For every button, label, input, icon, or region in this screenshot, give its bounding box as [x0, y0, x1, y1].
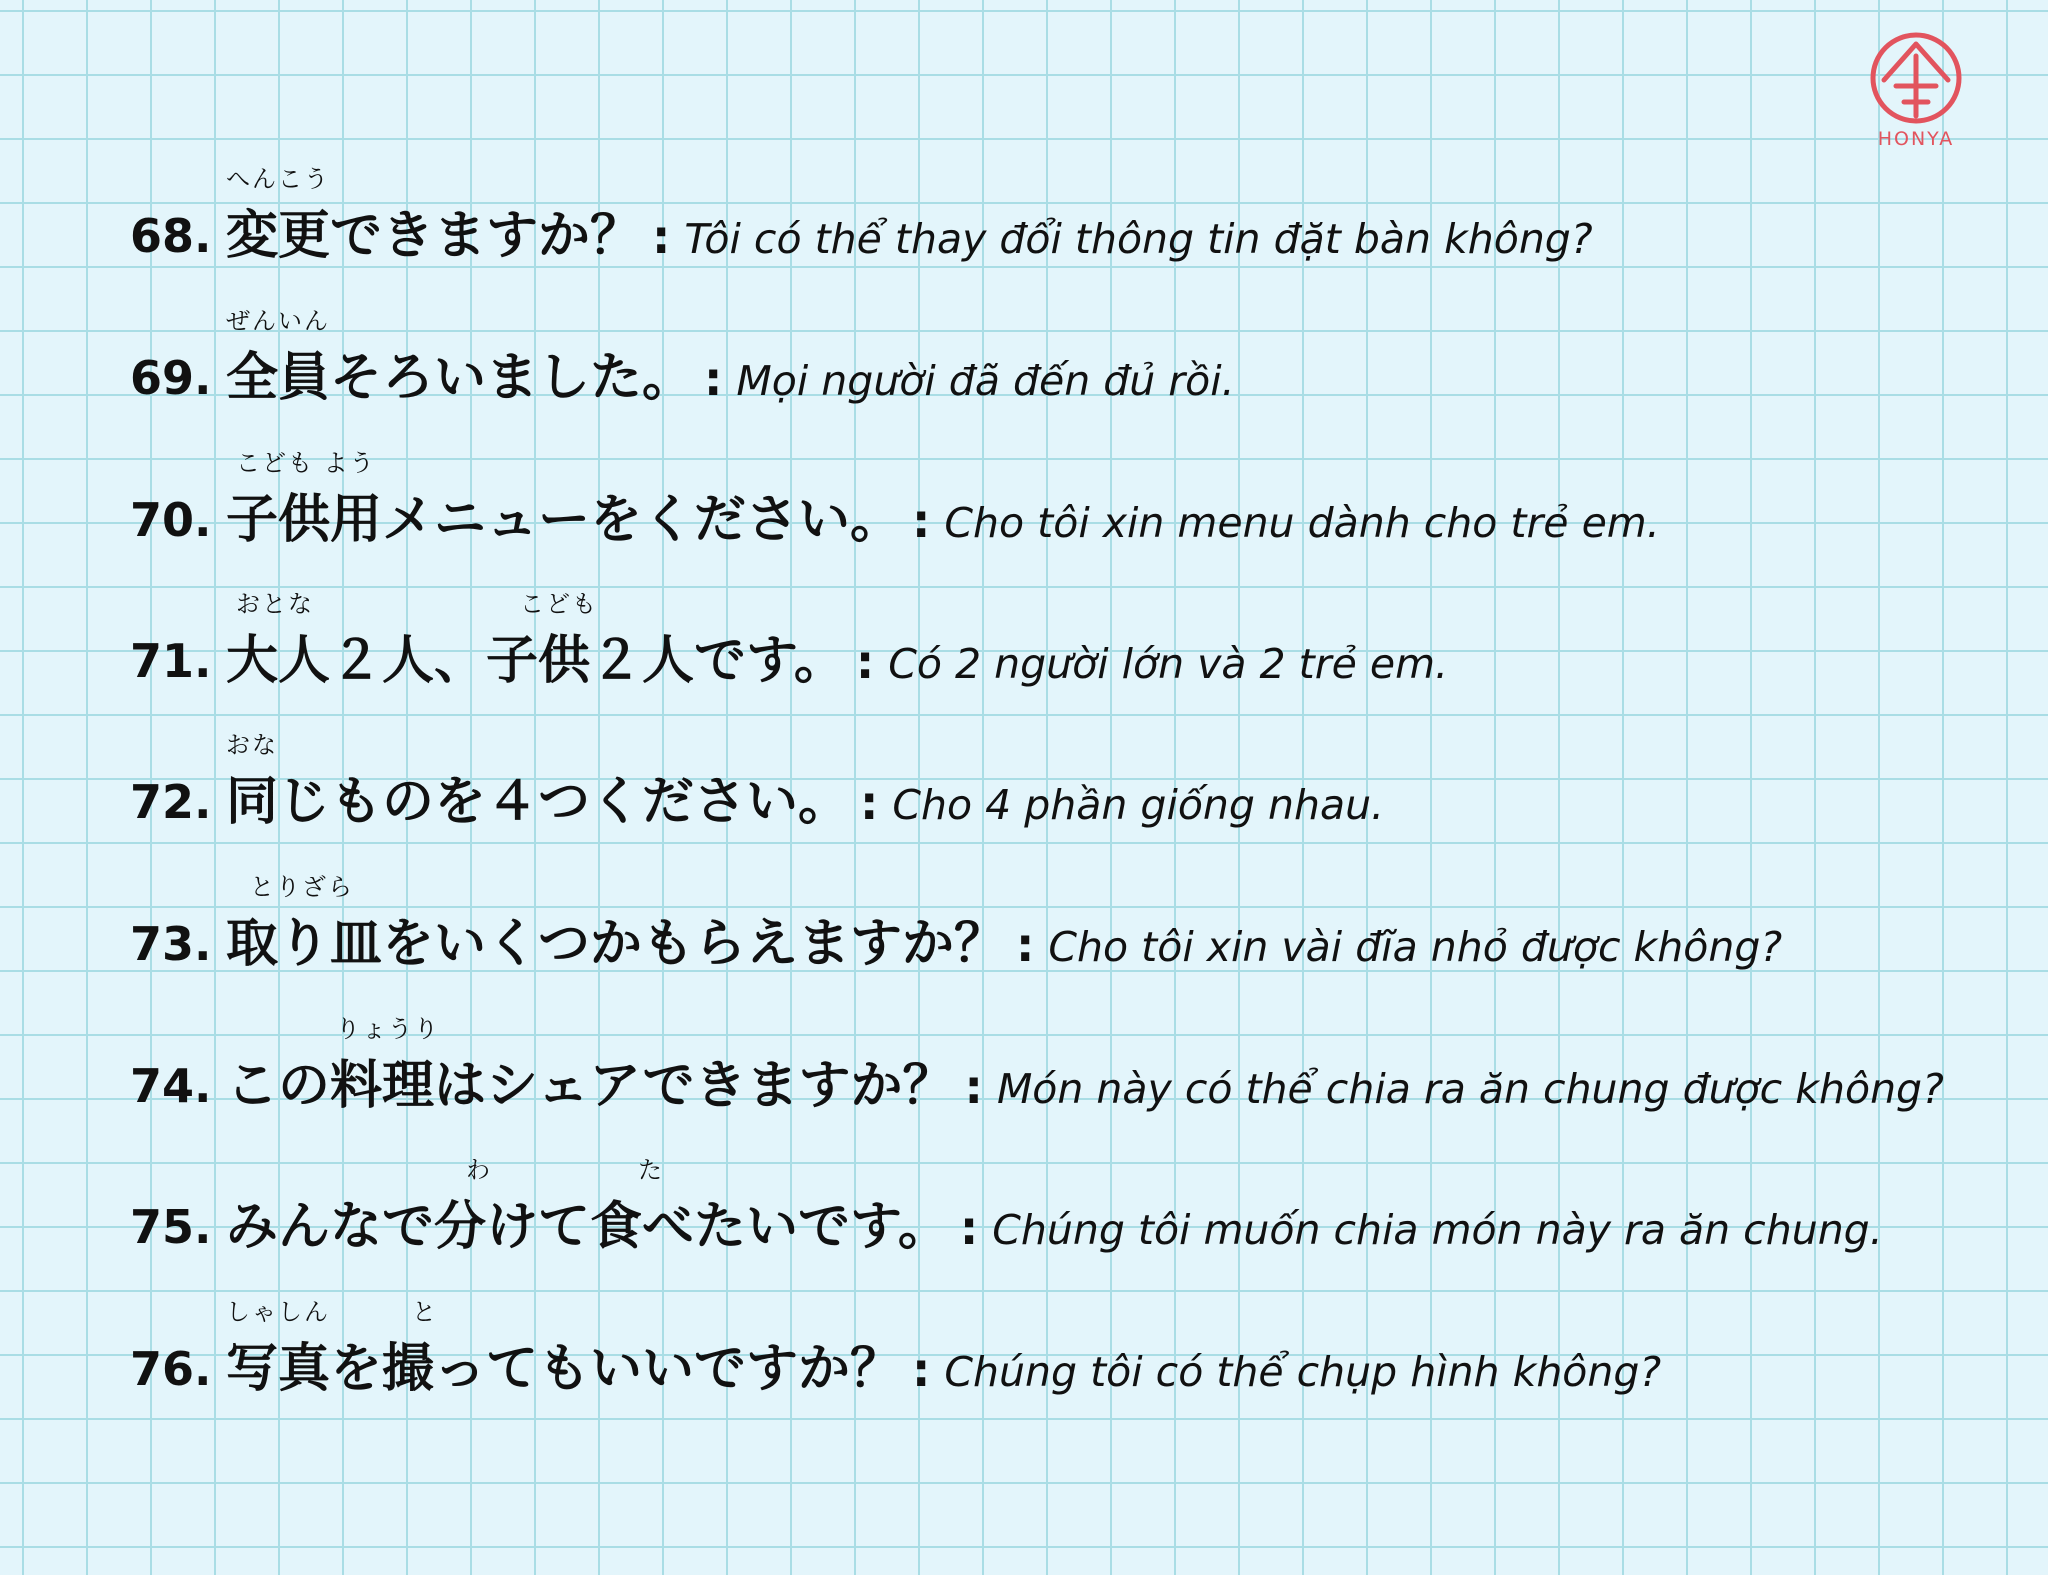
- phrase-line: [226, 490, 1660, 553]
- furigana: おな: [226, 731, 278, 759]
- furigana: おとな: [236, 590, 314, 618]
- phrase-number: 76.: [130, 1342, 212, 1396]
- phrase-number: 73.: [130, 917, 212, 971]
- vietnamese-translation: Chúng tôi muốn chia món này ra ăn chung.: [992, 1206, 1883, 1254]
- furigana: こども よう: [236, 449, 376, 477]
- japanese-phrase: 子供用メニューをください。: [226, 490, 903, 550]
- separator-colon: :: [964, 1060, 983, 1114]
- vietnamese-translation: Món này có thể chia ra ăn chung được không?: [996, 1065, 1944, 1113]
- separator-colon: :: [652, 210, 671, 264]
- phrase-row: [0, 430, 2048, 560]
- phrase-line: [226, 1056, 1944, 1119]
- phrase-number: 71.: [130, 634, 212, 688]
- furigana: こども: [520, 590, 598, 618]
- japanese-phrase: 変更できますか？: [226, 206, 643, 266]
- phrase-row: [0, 996, 2048, 1126]
- phrase-line: [226, 772, 1384, 835]
- phrase-line: [226, 631, 1448, 694]
- phrase-line: [226, 1339, 1661, 1402]
- phrase-row: [0, 1279, 2048, 1409]
- japanese-phrase: 取り皿をいくつかもらえますか？: [226, 914, 1007, 974]
- phrase-number: 70.: [130, 493, 212, 547]
- vietnamese-translation: Cho 4 phần giống nhau.: [892, 781, 1385, 829]
- phrase-row: [0, 712, 2048, 842]
- vietnamese-translation: Tôi có thể thay đổi thông tin đặt bàn không?: [684, 215, 1593, 263]
- separator-colon: :: [959, 1201, 979, 1255]
- phrase-number: 72.: [130, 775, 212, 829]
- japanese-phrase: みんなで分けて食べたいです。: [226, 1197, 950, 1257]
- separator-colon: :: [855, 635, 875, 689]
- furigana: た: [638, 1156, 664, 1184]
- furigana: と: [412, 1298, 438, 1326]
- separator-colon: :: [860, 776, 879, 830]
- phrase-row: [0, 854, 2048, 984]
- separator-colon: :: [912, 1343, 931, 1397]
- phrase-row: [0, 146, 2048, 276]
- phrase-row: [0, 1137, 2048, 1267]
- furigana: りょうり: [336, 1015, 440, 1043]
- brand-name: HONYA: [1877, 128, 1955, 150]
- separator-colon: :: [912, 494, 931, 548]
- furigana: わ: [466, 1156, 492, 1184]
- honya-logo-icon: [1868, 30, 1964, 126]
- vietnamese-translation: Cho tôi xin menu dành cho trẻ em.: [944, 499, 1660, 547]
- phrase-row: [0, 571, 2048, 701]
- separator-colon: :: [1016, 918, 1035, 972]
- furigana: ぜんいん: [226, 307, 330, 335]
- honya-logo: [1858, 30, 1974, 150]
- phrase-number: 69.: [130, 351, 212, 405]
- vietnamese-translation: Có 2 người lớn và 2 trẻ em.: [888, 640, 1449, 688]
- japanese-phrase: 同じものを４つください。: [226, 772, 851, 832]
- phrase-number: 75.: [130, 1200, 212, 1254]
- phrase-line: [226, 1197, 1883, 1260]
- phrase-line: [226, 348, 1235, 411]
- vietnamese-translation: Mọi người đã đến đủ rồi.: [736, 357, 1235, 405]
- phrase-line: [226, 914, 1782, 977]
- phrase-number: 74.: [130, 1059, 212, 1113]
- phrase-line: [226, 206, 1593, 269]
- japanese-phrase: 全員そろいました。: [226, 348, 695, 408]
- furigana: しゃしん: [226, 1298, 330, 1326]
- japanese-phrase: この料理はシェアできますか？: [226, 1056, 955, 1116]
- furigana: とりざら: [250, 873, 354, 901]
- japanese-phrase: 大人２人、子供２人です。: [226, 631, 846, 691]
- phrase-number: 68.: [130, 209, 212, 263]
- vietnamese-translation: Cho tôi xin vài đĩa nhỏ được không?: [1048, 923, 1783, 971]
- japanese-phrase: 写真を撮ってもいいですか？: [226, 1339, 903, 1399]
- vietnamese-translation: Chúng tôi có thể chụp hình không?: [944, 1348, 1662, 1396]
- phrase-row: [0, 288, 2048, 418]
- furigana: へんこう: [226, 165, 330, 193]
- separator-colon: :: [704, 352, 723, 406]
